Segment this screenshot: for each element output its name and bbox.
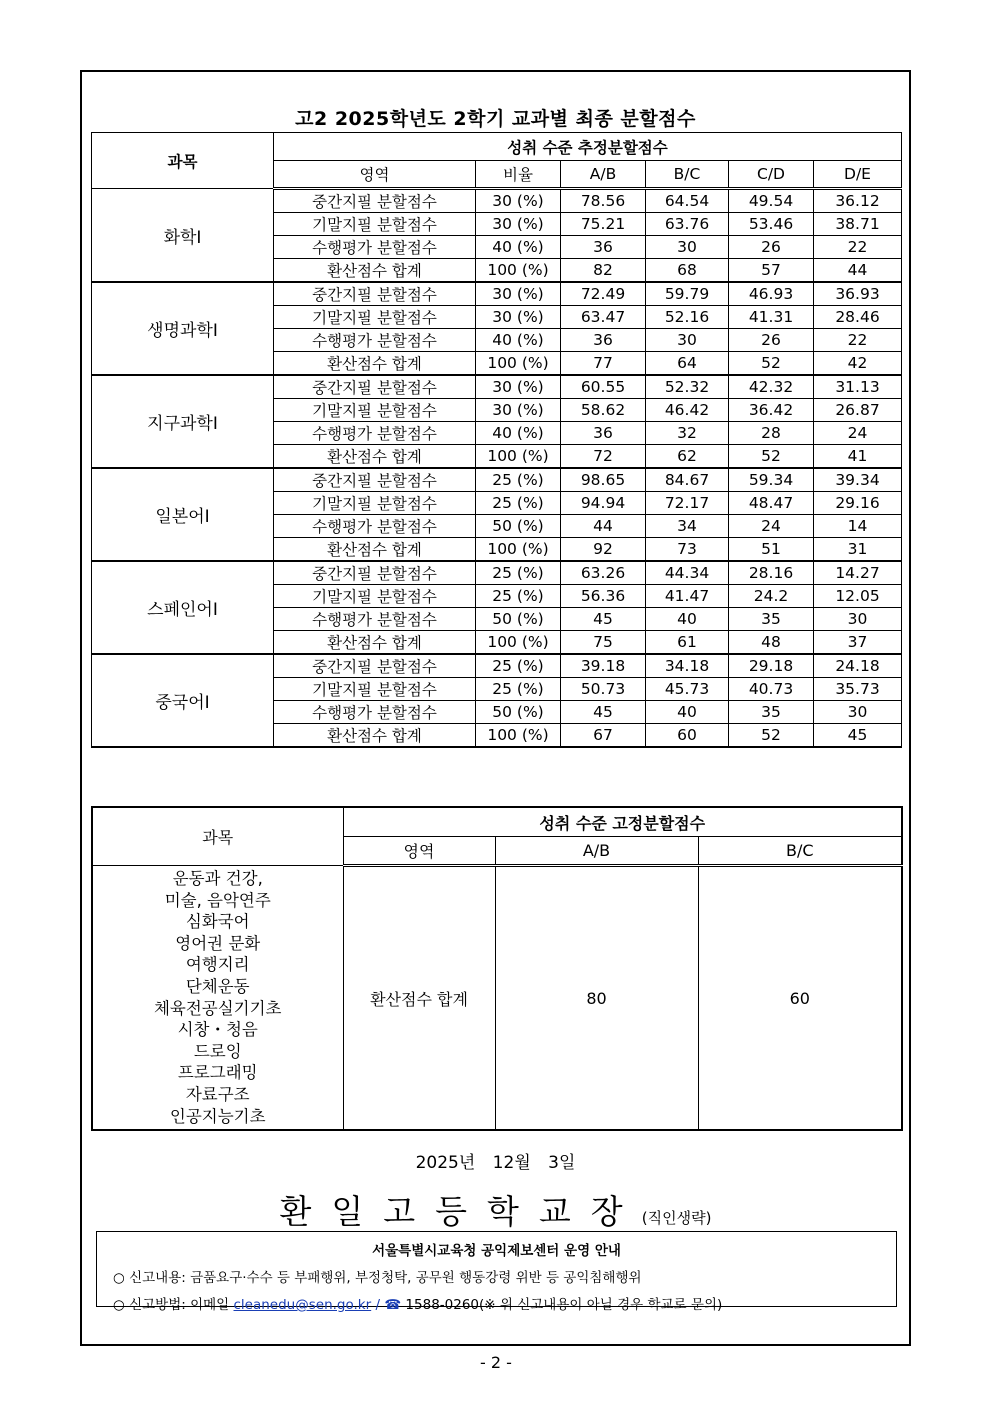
cell-ratio: 100 (%): [476, 352, 561, 376]
cell-de: 12.05: [814, 585, 902, 608]
cell-ratio: 30 (%): [476, 282, 561, 306]
col-header-area: 영역: [343, 837, 495, 866]
cell-area: 중간지필 분할점수: [274, 468, 476, 492]
notice-title: 서울특별시교육청 공익제보센터 운영 안내: [372, 1243, 621, 1259]
notice-line-content: ○ 신고내용: 금품요구·수수 등 부패행위, 부정청탁, 공무원 행동강령 위반 등 공익침해행위: [113, 1270, 642, 1286]
cell-cd: 53.46: [729, 213, 814, 236]
cell-cd: 42.32: [729, 375, 814, 399]
group-header: 성취 수준 추정분할점수: [274, 133, 902, 161]
col-header-de: D/E: [814, 161, 902, 189]
subject-item: 인공지능기초: [169, 1106, 266, 1126]
cell-ab: 77: [561, 352, 646, 376]
col-header-cd: C/D: [729, 161, 814, 189]
cell-ab: 36: [561, 329, 646, 352]
cell-de: 31: [814, 538, 902, 562]
cell-cd: 51: [729, 538, 814, 562]
cell-ab: 36: [561, 422, 646, 445]
cell-cd: 35: [729, 701, 814, 724]
group-header: 성취 수준 고정분할점수: [343, 807, 902, 837]
cell-area: 중간지필 분할점수: [274, 189, 476, 213]
cell-ratio: 50 (%): [476, 701, 561, 724]
cell-ratio: 25 (%): [476, 468, 561, 492]
cell-de: 36.12: [814, 189, 902, 213]
cell-ab: 75: [561, 631, 646, 655]
col-header-ab: A/B: [495, 837, 698, 866]
cell-ab: 72.49: [561, 282, 646, 306]
subject-item: 시창・청음: [177, 1020, 258, 1040]
cell-ratio: 25 (%): [476, 678, 561, 701]
cell-ab: 56.36: [561, 585, 646, 608]
cell-bc: 73: [646, 538, 729, 562]
cell-ratio: 40 (%): [476, 236, 561, 259]
cell-ratio: 100 (%): [476, 538, 561, 562]
subject-item: 여행지리: [185, 955, 250, 975]
cell-ratio: 50 (%): [476, 608, 561, 631]
cell-ab: 45: [561, 701, 646, 724]
cell-de: 28.46: [814, 306, 902, 329]
cell-cd: 24: [729, 515, 814, 538]
cell-de: 35.73: [814, 678, 902, 701]
notice-line-method: [113, 1293, 896, 1313]
cell-bc: 46.42: [646, 399, 729, 422]
subject-list: [92, 866, 343, 1131]
cell-de: 24.18: [814, 654, 902, 678]
cell-de: 24: [814, 422, 902, 445]
cell-ab: 67: [561, 724, 646, 748]
cell-bc: 62: [646, 445, 729, 469]
page-title: 고2 2025학년도 2학기 교과별 최종 분할점수: [295, 108, 696, 130]
cell-cd: 24.2: [729, 585, 814, 608]
cell-bc: 61: [646, 631, 729, 655]
cell-area: 환산점수 합계: [274, 445, 476, 469]
cell-bc: 45.73: [646, 678, 729, 701]
subject-header: 과목: [92, 807, 343, 866]
cell-ratio: 30 (%): [476, 375, 561, 399]
cell-area: 중간지필 분할점수: [274, 654, 476, 678]
cell-area: 환산점수 합계: [274, 259, 476, 283]
table-row: [92, 468, 902, 492]
col-header-area: 영역: [274, 161, 476, 189]
cell-cd: 46.93: [729, 282, 814, 306]
cell-ab: 94.94: [561, 492, 646, 515]
cell-area: 환산점수 합계: [274, 631, 476, 655]
email-link[interactable]: cleanedu@sen.go.kr: [233, 1297, 372, 1313]
cell-bc: 40: [646, 608, 729, 631]
cell-area: 기말지필 분할점수: [274, 399, 476, 422]
cell-cd: 35: [729, 608, 814, 631]
cell-ab: 92: [561, 538, 646, 562]
cell-area: 중간지필 분할점수: [274, 282, 476, 306]
cell-ratio: 40 (%): [476, 329, 561, 352]
cell-ratio: 25 (%): [476, 654, 561, 678]
cell-area: 중간지필 분할점수: [274, 561, 476, 585]
cell-ratio: 100 (%): [476, 631, 561, 655]
cell-ab: 58.62: [561, 399, 646, 422]
document-date: 2025년 12월 3일: [415, 1153, 576, 1173]
cell-bc: 30: [646, 329, 729, 352]
table-row: [92, 375, 902, 399]
bc-cell: 60: [698, 866, 902, 1131]
cell-cd: 48.47: [729, 492, 814, 515]
cell-cd: 49.54: [729, 189, 814, 213]
subject-item: 프로그래밍: [177, 1063, 258, 1083]
cell-bc: 68: [646, 259, 729, 283]
cell-area: 기말지필 분할점수: [274, 585, 476, 608]
cell-ratio: 30 (%): [476, 213, 561, 236]
cell-de: 36.93: [814, 282, 902, 306]
table-row: [92, 654, 902, 678]
ab-cell: 80: [495, 866, 698, 1131]
cell-cd: 41.31: [729, 306, 814, 329]
cell-cd: 57: [729, 259, 814, 283]
cell-ab: 44: [561, 515, 646, 538]
cell-ab: 78.56: [561, 189, 646, 213]
estimated-cutoff-table: [91, 132, 902, 748]
cell-ab: 36: [561, 236, 646, 259]
cell-de: 30: [814, 608, 902, 631]
cell-ab: 98.65: [561, 468, 646, 492]
cell-ab: 75.21: [561, 213, 646, 236]
table-row: [92, 561, 902, 585]
subject-name: 생명과학Ⅰ: [92, 282, 274, 375]
subject-name: 지구과학Ⅰ: [92, 375, 274, 468]
cell-cd: 28: [729, 422, 814, 445]
cell-de: 29.16: [814, 492, 902, 515]
cell-cd: 52: [729, 724, 814, 748]
cell-ratio: 100 (%): [476, 445, 561, 469]
cell-bc: 72.17: [646, 492, 729, 515]
cell-ratio: 100 (%): [476, 259, 561, 283]
col-header-bc: B/C: [698, 837, 902, 866]
cell-area: 환산점수 합계: [274, 538, 476, 562]
cell-ratio: 100 (%): [476, 724, 561, 748]
cell-cd: 52: [729, 445, 814, 469]
cell-de: 37: [814, 631, 902, 655]
cell-area: 수행평가 분할점수: [274, 608, 476, 631]
cell-area: 기말지필 분할점수: [274, 492, 476, 515]
subject-name: 일본어Ⅰ: [92, 468, 274, 561]
cell-bc: 60: [646, 724, 729, 748]
cell-bc: 40: [646, 701, 729, 724]
cell-bc: 41.47: [646, 585, 729, 608]
cell-cd: 59.34: [729, 468, 814, 492]
cell-ab: 39.18: [561, 654, 646, 678]
subject-name: 화학Ⅰ: [92, 189, 274, 283]
subject-name: 스페인어Ⅰ: [92, 561, 274, 654]
cell-cd: 48: [729, 631, 814, 655]
method-prefix: ○ 신고방법: 이메일: [113, 1297, 234, 1313]
cell-area: 수행평가 분할점수: [274, 701, 476, 724]
col-header-bc: B/C: [646, 161, 729, 189]
cell-cd: 26: [729, 329, 814, 352]
cell-de: 30: [814, 701, 902, 724]
subject-item: 미술, 음악연주: [164, 890, 271, 910]
cell-ratio: 30 (%): [476, 306, 561, 329]
cell-de: 22: [814, 236, 902, 259]
table-row: [92, 189, 902, 213]
subject-name: 중국어Ⅰ: [92, 654, 274, 747]
subject-item: 단체운동: [185, 976, 250, 996]
table-row: [92, 282, 902, 306]
cell-area: 환산점수 합계: [274, 724, 476, 748]
page-number: - 2 -: [480, 1353, 512, 1372]
col-header-ab: A/B: [561, 161, 646, 189]
cell-bc: 84.67: [646, 468, 729, 492]
cell-ratio: 30 (%): [476, 189, 561, 213]
cell-de: 14.27: [814, 561, 902, 585]
cell-ratio: 30 (%): [476, 399, 561, 422]
subject-header: 과목: [92, 133, 274, 189]
cell-ab: 63.26: [561, 561, 646, 585]
fixed-cutoff-table: [91, 806, 903, 1131]
cell-ab: 63.47: [561, 306, 646, 329]
subject-item: 체육전공실기기초: [153, 998, 282, 1018]
subject-item: 운동과 건강,: [172, 869, 263, 888]
cell-ab: 45: [561, 608, 646, 631]
cell-ratio: 40 (%): [476, 422, 561, 445]
cell-ab: 50.73: [561, 678, 646, 701]
seal-note: (직인생략): [641, 1209, 712, 1227]
area-cell: 환산점수 합계: [343, 866, 495, 1131]
cell-bc: 34.18: [646, 654, 729, 678]
cell-bc: 63.76: [646, 213, 729, 236]
cell-bc: 52.16: [646, 306, 729, 329]
col-header-ratio: 비율: [476, 161, 561, 189]
cell-bc: 59.79: [646, 282, 729, 306]
cell-de: 42: [814, 352, 902, 376]
cell-area: 기말지필 분할점수: [274, 306, 476, 329]
cell-bc: 44.34: [646, 561, 729, 585]
cell-cd: 36.42: [729, 399, 814, 422]
cell-bc: 64.54: [646, 189, 729, 213]
cell-ab: 60.55: [561, 375, 646, 399]
cell-bc: 34: [646, 515, 729, 538]
subject-item: 자료구조: [185, 1084, 250, 1104]
subject-item: 심화국어: [185, 912, 250, 932]
cell-area: 수행평가 분할점수: [274, 422, 476, 445]
cell-de: 14: [814, 515, 902, 538]
cell-de: 44: [814, 259, 902, 283]
cell-area: 수행평가 분할점수: [274, 236, 476, 259]
cell-de: 41: [814, 445, 902, 469]
cell-de: 38.71: [814, 213, 902, 236]
signature-line: [80, 1186, 911, 1233]
cell-ratio: 25 (%): [476, 561, 561, 585]
cell-cd: 26: [729, 236, 814, 259]
principal-signer: 환일고등학교장: [279, 1192, 643, 1231]
cell-ab: 82: [561, 259, 646, 283]
cell-ratio: 50 (%): [476, 515, 561, 538]
cell-cd: 40.73: [729, 678, 814, 701]
cell-de: 39.34: [814, 468, 902, 492]
cell-area: 환산점수 합계: [274, 352, 476, 376]
cell-de: 31.13: [814, 375, 902, 399]
cell-area: 기말지필 분할점수: [274, 213, 476, 236]
method-suffix: 1588-0260(※ 위 신고내용이 아닐 경우 학교로 문의): [401, 1297, 723, 1313]
cell-area: 기말지필 분할점수: [274, 678, 476, 701]
cell-ab: 72: [561, 445, 646, 469]
cell-bc: 52.32: [646, 375, 729, 399]
cell-de: 22: [814, 329, 902, 352]
cell-ratio: 25 (%): [476, 492, 561, 515]
subject-item: 드로잉: [193, 1041, 242, 1061]
subject-item: 영어권 문화: [175, 933, 261, 953]
cell-de: 26.87: [814, 399, 902, 422]
cell-de: 45: [814, 724, 902, 748]
cell-bc: 32: [646, 422, 729, 445]
cell-cd: 28.16: [729, 561, 814, 585]
cell-bc: 64: [646, 352, 729, 376]
phone-icon: / ☎: [371, 1297, 402, 1313]
cell-bc: 30: [646, 236, 729, 259]
cell-area: 중간지필 분할점수: [274, 375, 476, 399]
cell-ratio: 25 (%): [476, 585, 561, 608]
whistleblower-notice: [96, 1231, 897, 1313]
cell-cd: 52: [729, 352, 814, 376]
cell-area: 수행평가 분할점수: [274, 329, 476, 352]
cell-area: 수행평가 분할점수: [274, 515, 476, 538]
cell-cd: 29.18: [729, 654, 814, 678]
